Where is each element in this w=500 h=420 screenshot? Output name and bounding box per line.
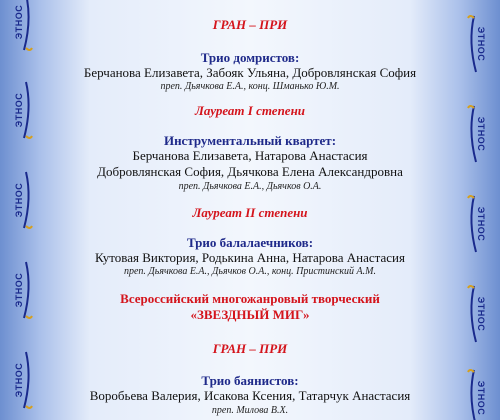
logo-text: ЭТНОС [476, 26, 486, 62]
participant-names: Воробьева Валерия, Исакова Ксения, Татарчук Анастасия [89, 388, 411, 403]
participant-names: Берчанова Елизавета, Натарова Анастасия [132, 148, 368, 163]
participant-names: Кутовая Виктория, Родькина Анна, Натарова Анастасия [95, 250, 405, 265]
ensemble-title: Трио домристов: [200, 50, 300, 65]
award-grand-prix: ГРАН – ПРИ [212, 17, 288, 32]
ethnos-logo [466, 102, 496, 166]
festival-title: «ЗВЕЗДНЫЙ МИГ» [190, 307, 310, 322]
award-laureate-1: Лауреат I степени [194, 103, 306, 118]
participant-names: Добровлянская София, Дьячкова Елена Александровна [97, 164, 403, 179]
festival-name: Всероссийский многожанровый творческий [120, 291, 380, 306]
logo-text: ЭТНОС [14, 362, 24, 398]
teacher-line: преп. Дьячкова Е.А., Дьячков О.А., конц. Пристинский А.М. [123, 266, 376, 277]
ethnos-logo [466, 366, 496, 420]
ethnos-logo [466, 282, 496, 346]
ethnos-logo [466, 12, 496, 76]
ethnos-logo [4, 78, 34, 142]
teacher-line: преп. Милова В.Х. [211, 405, 289, 416]
participant-names: Берчанова Елизавета, Забояк Ульяна, Добровлянская София [83, 65, 417, 80]
ethnos-logo [466, 192, 496, 256]
right-border [462, 0, 500, 420]
award-laureate-2: Лауреат II степени [192, 205, 308, 220]
ethnos-logo [4, 258, 34, 322]
award-grand-prix: ГРАН – ПРИ [212, 341, 288, 356]
ensemble-title: Трио баянистов: [201, 373, 299, 388]
ethnos-logo [4, 348, 34, 412]
left-border [0, 0, 38, 420]
teacher-line: преп. Дьячкова Е.А., конц. Шманько Ю.М. [160, 81, 340, 92]
logo-text: ЭТНОС [14, 4, 24, 40]
logo-text: ЭТНОС [476, 206, 486, 242]
ensemble-title: Трио балалаечников: [186, 235, 314, 250]
ensemble-title: Инструментальный квартет: [163, 133, 337, 148]
logo-text: ЭТНОС [476, 380, 486, 416]
ethnos-logo [4, 0, 34, 54]
teacher-line: преп. Дьячкова Е.А., Дьячков О.А. [178, 181, 322, 192]
logo-text: ЭТНОС [14, 272, 24, 308]
logo-text: ЭТНОС [14, 182, 24, 218]
logo-text: ЭТНОС [476, 296, 486, 332]
ethnos-logo [4, 168, 34, 232]
logo-text: ЭТНОС [14, 92, 24, 128]
logo-text: ЭТНОС [476, 116, 486, 152]
